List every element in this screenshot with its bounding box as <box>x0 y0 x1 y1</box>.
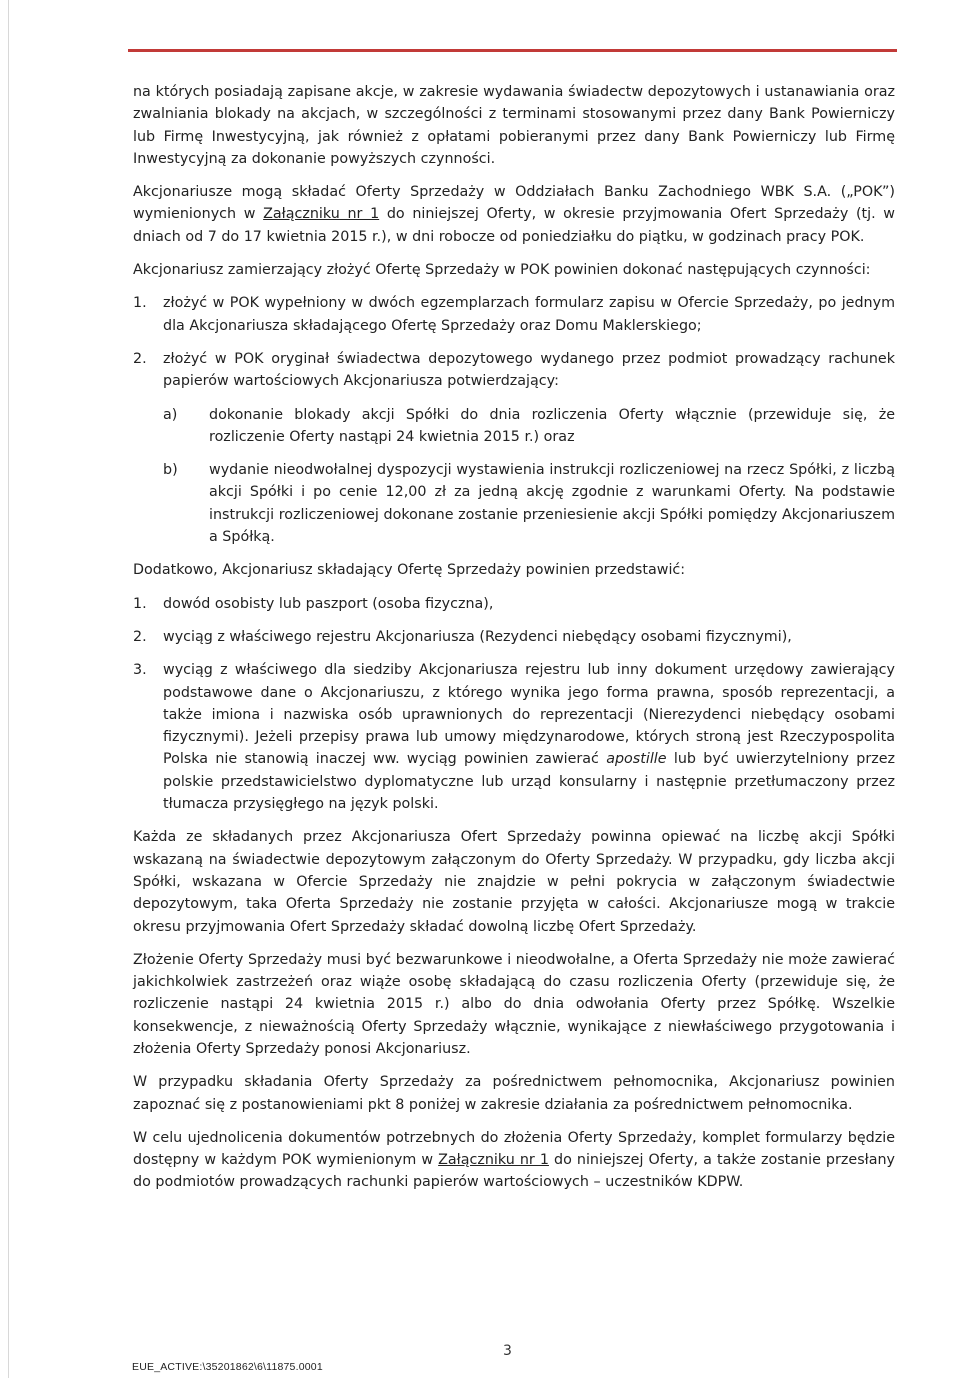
list-item-text: wyciąg z właściwego rejestru Akcjonariusza (Rezydenci niebędący osobami fizycznymi), <box>163 628 792 645</box>
list-item <box>133 593 895 615</box>
header-rule <box>128 49 897 52</box>
list-item <box>133 348 895 393</box>
list-item-number: 1. <box>133 295 147 312</box>
paragraph-6: Złożenie Oferty Sprzedaży musi być bezwarunkowe i nieodwołalne, a Oferta Sprzedaży nie może zawierać jakichkolwiek zastrzeżeń oraz wiąże osobę składającą do czasu rozliczenia Oferty (przewiduje się, że rozliczenie nastąpi 24 kwietnia 2015 r.) albo do dnia odwołania Oferty przez Spółkę. Wszelkie konsekwencje, z nieważnością Oferty Sprzedaży włącznie, wynikające z niewłaściwego przygotowania i złożenia Oferty Sprzedaży ponosi Akcjonariusz. <box>133 951 895 1057</box>
list-item-number: 2. <box>133 350 147 367</box>
list-item-number: 2. <box>133 628 147 645</box>
paragraph-8 <box>133 1127 895 1194</box>
list-item-text: złożyć w POK oryginał świadectwa depozytowego wydanego przez podmiot prowadzący rachunek papierów wartościowych Akcjonariusza potwierdzający: <box>163 350 895 390</box>
attachment-1-link[interactable]: Załączniku nr 1 <box>263 206 380 223</box>
list-item <box>133 292 895 337</box>
paragraph-2 <box>133 181 895 248</box>
document-code: EUE_ACTIVE:\35201862\6\11875.0001 <box>132 1361 323 1373</box>
list-item-number: 1. <box>133 595 147 612</box>
list-item-text: złożyć w POK wypełniony w dwóch egzemplarzach formularz zapisu w Ofercie Sprzedaży, po jednym dla Akcjonariusza składającego Ofertę Sprzedaży oraz Domu Maklerskiego; <box>163 295 895 334</box>
scan-edge-line <box>8 0 9 1378</box>
list-item-text-b: lub być uwierzytelniony przez polskie przedstawicielstwo dyplomatyczne lub urząd konsularny i następnie przetłumaczony przez tłumacza przysięgłego na język polski. <box>163 751 896 813</box>
paragraph-8-text-a: W celu ujednolicenia dokumentów potrzebnych do złożenia Oferty Sprzedaży, komplet formularzy będzie dostępny w każdym POK wymienionym w <box>133 1129 895 1169</box>
sublist-item-letter: b) <box>163 462 178 479</box>
list-item-text <box>163 659 895 815</box>
sublist-item <box>163 404 895 449</box>
sublist-item-letter: a) <box>163 406 178 423</box>
paragraph-1: na których posiadają zapisane akcje, w zakresie wydawania świadectw depozytowych i ustanawiania oraz zwalniania blokady na akcjach, w szczególności z terminami stosowanymi przez dany Bank Powierniczy lub Firmę Inwestycyjną, jak również z opłatami pobieranymi przez dany Bank Powierniczy lub Firmę Inwestycyjną za dokonanie powyższych czynności. <box>133 84 895 167</box>
sublist-item-text: dokonanie blokady akcji Spółki do dnia rozliczenia Oferty włącznie (przewiduje się, że rozliczenie Oferty nastąpi 24 kwietnia 2015 r.) oraz <box>209 406 895 445</box>
list-item <box>133 659 895 815</box>
list-item-number: 3. <box>133 662 147 679</box>
list-item-text: dowód osobisty lub paszport (osoba fizyczna), <box>163 595 494 612</box>
list-item-text-a: wyciąg z właściwego dla siedziby Akcjonariusza rejestru lub inny dokument urzędowy zawierający podstawowe dane o Akcjonariuszu, z którego wynika jego forma prawna, sposób reprezentacji, a także imiona i nazwiska osób uprawnionych do reprezentacji (Nierezydenci niebędący osobami fizycznymi). Jeżeli przepisy prawa lub umowy międzynarodowe, których stroną jest Rzeczypospolita Polska nie stanowią inaczej ww. wyciąg powinien zawierać <box>163 662 895 768</box>
paragraph-5: Każda ze składanych przez Akcjonariusza Ofert Sprzedaży powinna opiewać na liczbę akcji Spółki wskazaną na świadectwie depozytowym załączonym do Oferty Sprzedaży. W przypadku, gdy liczba akcji Spółki, wskazana w Ofercie Sprzedaży nie znajdzie w pełni pokrycia w załączonym świadectwie depozytowym, taka Oferta Sprzedaży nie zostanie przyjęta w całości. Akcjonariusze mogą w trakcie okresu przyjmowania Ofert Sprzedaży składać dowolną liczbę Ofert Sprzedaży. <box>133 829 895 935</box>
paragraph-2-text-b: do niniejszej Oferty, w okresie przyjmowania Ofert Sprzedaży (tj. w dniach od 7 do 17 kwietnia 2015 r.), w dni robocze od poniedziałku do piątku, w godzinach pracy POK. <box>133 206 896 245</box>
document-body <box>133 81 895 1205</box>
apostille-term: apostille <box>606 751 667 768</box>
page-number: 3 <box>503 1343 512 1359</box>
sublist-item <box>163 459 895 548</box>
paragraph-4: Dodatkowo, Akcjonariusz składający Ofertę Sprzedaży powinien przedstawić: <box>133 562 686 579</box>
attachment-1-link[interactable]: Załączniku nr 1 <box>438 1152 549 1169</box>
sublist-item-text: wydanie nieodwołalnej dyspozycji wystawienia instrukcji rozliczeniowej na rzecz Spółki, z liczbą akcji Spółki i po cenie 12,00 zł za jedną akcję zgodnie z warunkami Oferty. Na podstawie instrukcji rozliczeniowej dokonane zostanie przeniesienie akcji Spółki pomiędzy Akcjonariuszem a Spółką. <box>209 462 895 546</box>
paragraph-3: Akcjonariusz zamierzający złożyć Ofertę Sprzedaży w POK powinien dokonać następujących czynności: <box>133 262 871 279</box>
paragraph-7: W przypadku składania Oferty Sprzedaży za pośrednictwem pełnomocnika, Akcjonariusz powinien zapoznać się z postanowieniami pkt 8 poniżej w zakresie działania za pośrednictwem pełnomocnika. <box>133 1074 895 1113</box>
paragraph-8-text-b: do niniejszej Oferty, a także zostanie przesłany do podmiotów prowadzących rachunki papierów wartościowych – uczestników KDPW. <box>133 1152 895 1191</box>
paragraph-2-text-a: Akcjonariusze mogą składać Oferty Sprzedaży w Oddziałach Banku Zachodniego WBK S.A. („POK”) wymienionych w <box>133 184 895 223</box>
list-item <box>133 626 895 648</box>
